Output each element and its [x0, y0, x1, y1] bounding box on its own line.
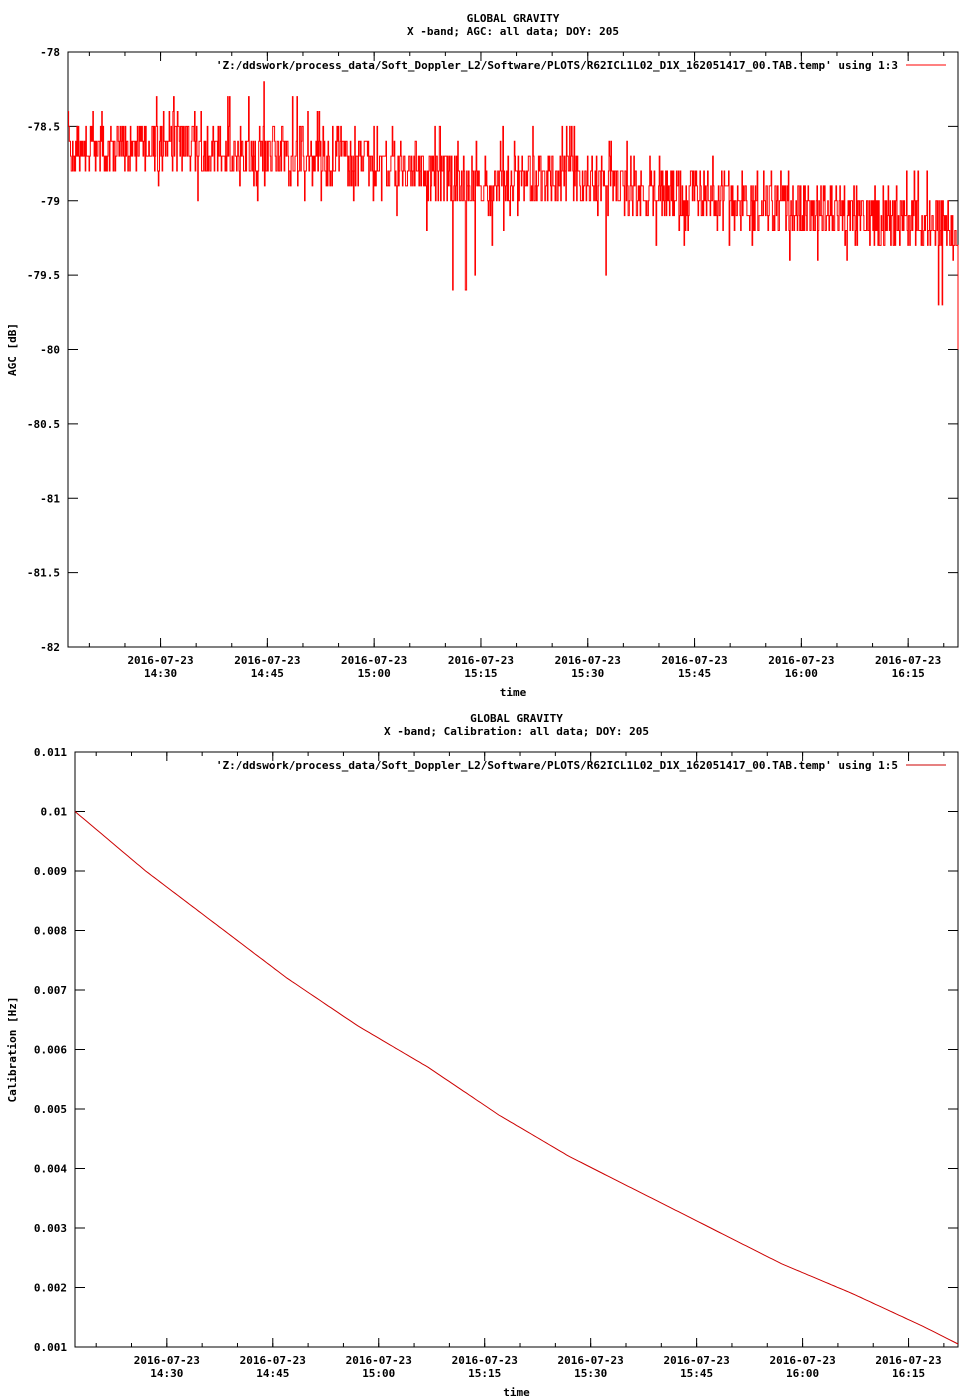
series-line — [75, 812, 958, 1345]
x-tick-label-time: 15:45 — [677, 667, 712, 680]
series-layer — [75, 812, 958, 1345]
x-tick-label-date: 2016-07-23 — [768, 654, 835, 667]
x-tick-label-time: 15:30 — [571, 667, 605, 680]
y-axis-ticks — [34, 746, 958, 1354]
series-line — [68, 82, 958, 350]
x-tick-label-date: 2016-07-23 — [133, 1354, 200, 1367]
chart-subtitle: X -band; AGC: all data; DOY: 205 — [407, 25, 619, 38]
chart-title: GLOBAL GRAVITY — [470, 712, 563, 725]
x-tick-label-date: 2016-07-23 — [451, 1354, 518, 1367]
y-axis-label: Calibration [Hz] — [6, 996, 19, 1103]
y-tick-label: 0.003 — [33, 1222, 67, 1235]
x-tick-label-time: 15:15 — [464, 667, 498, 680]
x-tick-label-date: 2016-07-23 — [769, 1354, 836, 1367]
y-tick-label: 0.004 — [33, 1162, 67, 1176]
x-tick-label-time: 14:30 — [143, 667, 178, 680]
y-tick-label: -79.5 — [26, 269, 60, 283]
y-tick-label: -80 — [40, 343, 60, 357]
x-tick-label-time: 14:45 — [250, 667, 284, 680]
chart-calibration — [6, 712, 958, 1399]
y-axis-label: AGC [dB] — [6, 323, 19, 376]
y-tick-label: 0.001 — [33, 1341, 67, 1354]
y-tick-label: -81.5 — [26, 566, 60, 580]
x-tick-label-time: 15:00 — [357, 667, 391, 680]
y-tick-label: -78 — [40, 46, 60, 59]
x-tick-label-time: 14:45 — [256, 1367, 290, 1380]
x-tick-label-time: 16:15 — [891, 1367, 926, 1380]
x-tick-label-date: 2016-07-23 — [234, 654, 301, 667]
y-axis-ticks — [27, 46, 958, 654]
x-axis-ticks — [96, 752, 944, 1380]
series-layer — [68, 82, 958, 350]
y-tick-label: 0.008 — [33, 924, 67, 938]
chart-subtitle: X -band; Calibration: all data; DOY: 205 — [384, 725, 649, 738]
x-axis-label: time — [499, 686, 527, 699]
x-tick-label-date: 2016-07-23 — [557, 1354, 624, 1367]
x-tick-label-date: 2016-07-23 — [663, 1354, 730, 1367]
y-tick-label: 0.005 — [33, 1103, 67, 1116]
x-tick-label-time: 15:00 — [362, 1367, 396, 1380]
x-tick-label-time: 16:00 — [784, 667, 818, 680]
y-tick-label: -78.5 — [26, 120, 60, 134]
x-tick-label-date: 2016-07-23 — [127, 654, 194, 667]
x-tick-label-date: 2016-07-23 — [345, 1354, 412, 1367]
y-tick-label: 0.002 — [33, 1281, 67, 1295]
x-tick-label-time: 16:00 — [786, 1367, 820, 1380]
y-tick-label: -79 — [40, 194, 60, 208]
chart-agc — [6, 12, 958, 699]
y-tick-label: 0.011 — [33, 746, 67, 759]
y-tick-label: 0.01 — [40, 805, 67, 819]
x-tick-label-date: 2016-07-23 — [447, 654, 515, 667]
x-tick-label-time: 15:30 — [574, 1367, 608, 1380]
y-tick-label: 0.006 — [33, 1043, 67, 1057]
chart-title: GLOBAL GRAVITY — [466, 12, 560, 25]
legend-entry-label: 'Z:/ddswork/process_data/Soft_Doppler_L2/Software/PLOTS/R62ICL1L02_D1X_162051417_00.TAB.temp' using 1:3 — [215, 59, 898, 72]
x-tick-label-date: 2016-07-23 — [661, 654, 728, 667]
x-tick-label-time: 14:30 — [150, 1367, 184, 1380]
x-axis-label: time — [503, 1386, 530, 1399]
x-tick-label-date: 2016-07-23 — [875, 1354, 942, 1367]
y-tick-label: -82 — [40, 641, 60, 654]
x-tick-label-date: 2016-07-23 — [239, 1354, 306, 1367]
y-tick-label: 0.009 — [33, 865, 67, 878]
x-tick-label-time: 15:45 — [680, 1367, 714, 1380]
x-tick-label-time: 15:15 — [468, 1367, 502, 1380]
y-tick-label: 0.007 — [33, 984, 67, 997]
y-tick-label: -81 — [40, 492, 60, 506]
x-tick-label-date: 2016-07-23 — [554, 654, 621, 667]
legend-entry-label: 'Z:/ddswork/process_data/Soft_Doppler_L2/Software/PLOTS/R62ICL1L02_D1X_162051417_00.TAB.temp' using 1:5 — [215, 759, 898, 772]
x-tick-label-date: 2016-07-23 — [341, 654, 408, 667]
x-tick-label-time: 16:15 — [891, 667, 925, 680]
y-tick-label: -80.5 — [26, 417, 60, 431]
plot-frame — [75, 752, 958, 1347]
x-tick-label-date: 2016-07-23 — [875, 654, 942, 667]
